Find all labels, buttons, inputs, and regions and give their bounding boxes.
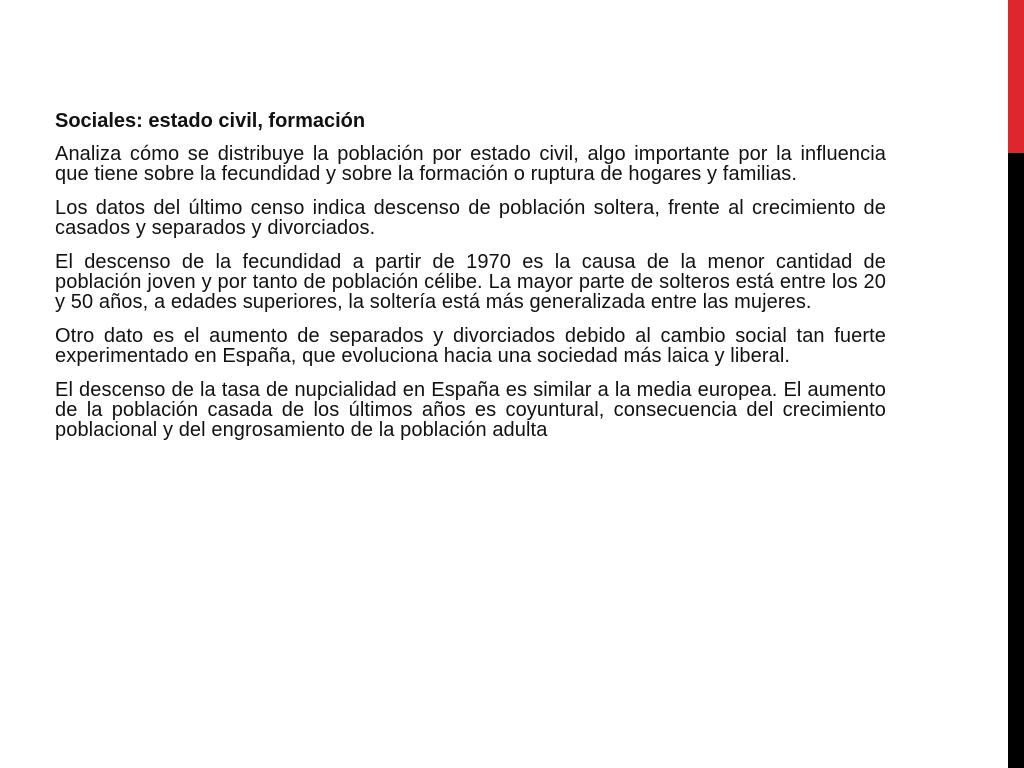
paragraph-divorciados: Otro dato es el aumento de separados y divorciados debido al cambio social tan fuerte experimentado en España, que evoluciona hacia una sociedad más laica y liberal. xyxy=(55,325,886,367)
paragraph-fecundidad: El descenso de la fecundidad a partir de 1970 es la causa de la menor cantidad de población joven y por tanto de población célibe. La mayor parte de solteros está entre los 20 y 50 años, a edades superiores, la soltería está más generalizada entre las mujeres. xyxy=(55,251,886,313)
slide-heading: Sociales: estado civil, formación xyxy=(55,110,366,132)
paragraph-censo: Los datos del último censo indica descenso de población soltera, frente al crecimiento de casados y separados y divorciados. xyxy=(55,197,886,239)
slide-body xyxy=(55,110,886,454)
paragraph-nupcialidad: El descenso de la tasa de nupcialidad en España es similar a la media europea. El aumento de la población casada de los últimos años es coyuntural, consecuencia del crecimiento poblacional y del engrosamiento de la población adulta xyxy=(55,379,886,441)
accent-bar-black xyxy=(1008,153,1024,768)
accent-bar-red xyxy=(1008,0,1024,153)
paragraph-estado-civil: Analiza cómo se distribuye la población por estado civil, algo importante por la influencia que tiene sobre la fecundidad y sobre la formación o ruptura de hogares y familias. xyxy=(55,143,886,185)
